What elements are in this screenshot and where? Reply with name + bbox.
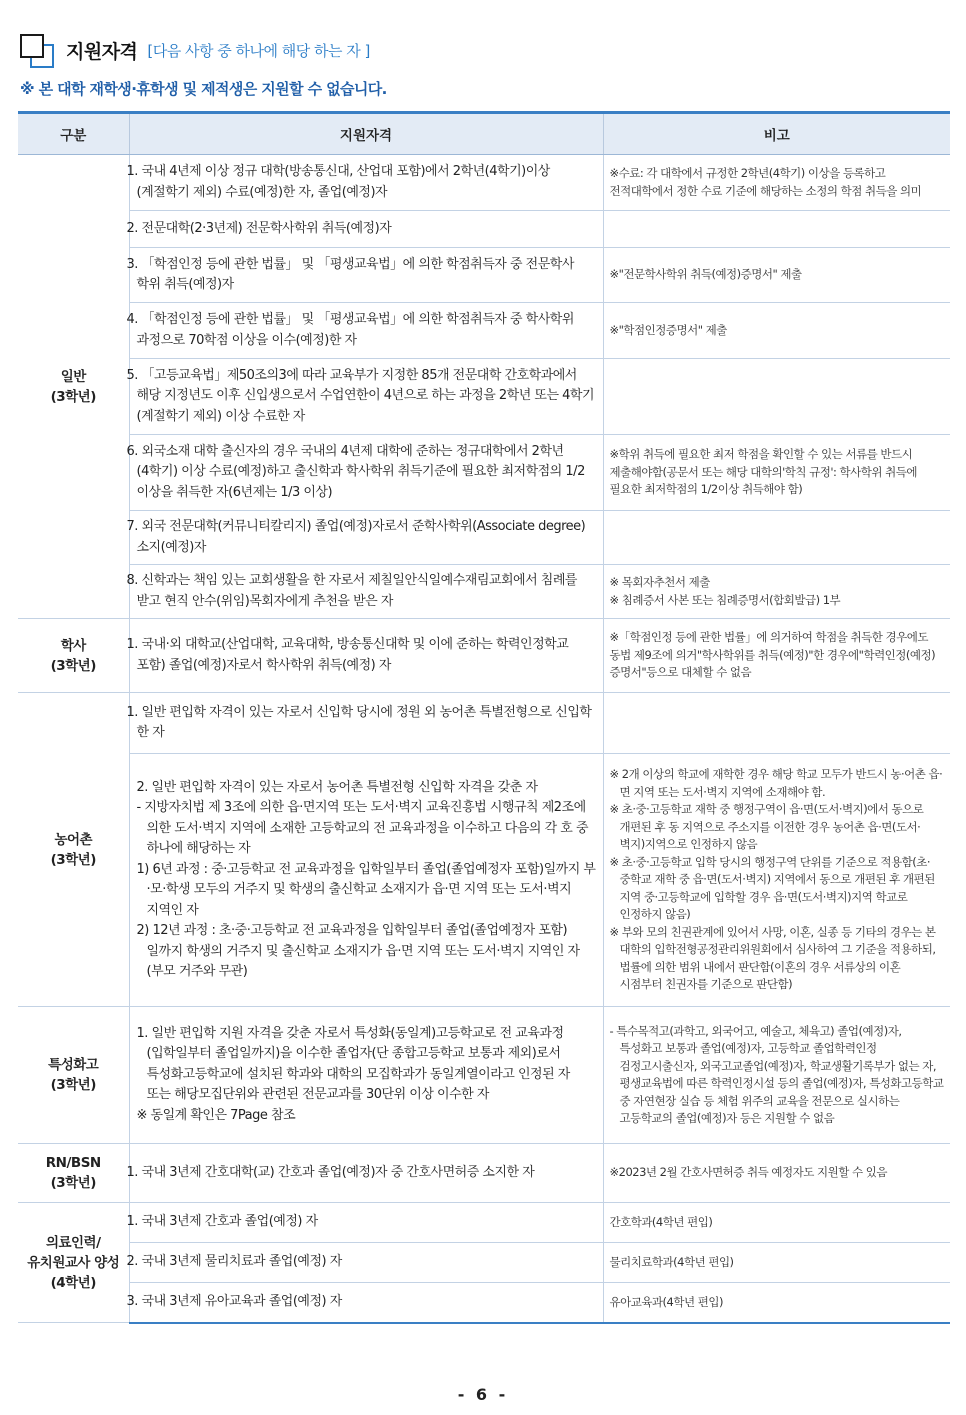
remarks-cell xyxy=(603,565,950,619)
remarks-cell xyxy=(603,359,950,435)
table-row xyxy=(18,1203,950,1243)
category-rural: 농어촌 (3학년) xyxy=(18,693,129,1007)
table-row xyxy=(18,155,950,211)
remarks-cell xyxy=(603,754,950,1007)
remarks-cell: ※2023년 2월 간호사면허증 취득 예정자도 지원할 수 있음 xyxy=(603,1144,950,1203)
remarks-cell xyxy=(603,693,950,754)
qualification-line: 2. 일반 편입학 자격이 있는 자로서 농어촌 특별전형 신입학 자격을 갖춘 자 xyxy=(136,779,538,795)
table-row xyxy=(18,1007,950,1144)
remarks-line: ※ 목회자추천서 제출 xyxy=(609,575,710,589)
qualification-line: 1. 일반 편입학 지원 자격을 갖춘 자로서 특성화(동일계)고등학교로 전 교육과정(입학일부터 졸업일까지)을 이수한 졸업자(단 종합고등학교 보통과 제외)로서 특성화고등학교에 설치된 학과와 대학의 모집학과가 동일계열이라고 인정된 자 또는 해당모집단위와 관련된 전문교과를 30단위 이상 이수한 자 xyxy=(136,1025,570,1103)
header-remarks: 비고 xyxy=(603,113,950,155)
qualification-cell: 1. 국내 3년제 간호과 졸업(예정) 자 xyxy=(129,1203,603,1243)
qualification-cell: 6. 외국소재 대학 출신자의 경우 국내의 4년제 대학에 준하는 정규대학에서 2학년(4학기) 이상 수료(예정)하고 출신학과 학사학위 취득기준에 필요한 최저학점의 1/2 이상을 취득한 자(6년제는 1/3 이상) xyxy=(129,435,603,511)
table-row xyxy=(18,693,950,754)
remarks-line: ※ 2개 이상의 학교에 재학한 경우 해당 학교 모두가 반드시 농·어촌 읍·면 지역 또는 도서·벽지 지역에 소재해야 함. xyxy=(609,767,943,799)
remarks-cell: ※학위 취득에 필요한 최저 학점을 확인할 수 있는 서류를 반드시 제출해야함(공문서 또는 해당 대학의'학칙 규정': 학사학위 취득에 필요한 최저학점의 1/2이상 취득해야 함) xyxy=(603,435,950,511)
section-title: 지원자격 xyxy=(66,40,138,63)
table-row xyxy=(18,211,950,248)
section-subtitle: [다음 사항 중 하나에 해당 하는 자 ] xyxy=(147,41,370,60)
qualification-cell: 2. 전문대학(2·3년제) 전문학사학위 취득(예정)자 xyxy=(129,211,603,248)
qualification-line: 2) 12년 과정 : 초·중·고등학교 전 교육과정을 입학일부터 졸업(졸업예정자 포함)일까지 학생의 거주지 및 출신학교 소재지가 읍·면 지역 또는 도서·벽지 지역인 자(부모 거주와 무관) xyxy=(136,923,580,979)
qualification-cell: 1. 국내·외 대학교(산업대학, 교육대학, 방송통신대학 및 이에 준하는 학력인정학교 포함) 졸업(예정)자로서 학사학위 취득(예정) 자 xyxy=(129,619,603,693)
page-number: - 6 - xyxy=(457,1385,509,1404)
table-row xyxy=(18,565,950,619)
table-row xyxy=(18,754,950,1007)
remarks-line: ※ 초·중·고등학교 입학 당시의 행정구역 단위를 기준으로 적용함(초·중학교 재학 중 읍·면(도서·벽지) 지역에서 동으로 개편된 후 개편된 지역 중·고등학교에 입학할 경우 읍·면(도서·벽지)지역 학교로 인정하지 않음) xyxy=(609,854,935,922)
remarks-line: ※ 침례증서 사본 또는 침례증명서(합회발급) 1부 xyxy=(609,592,841,607)
table-row xyxy=(18,1144,950,1203)
table-row xyxy=(18,248,950,303)
section-header xyxy=(20,34,370,66)
qualification-line: 1) 6년 과정 : 중·고등학교 전 교육과정을 입학일부터 졸업(졸업예정자 포함)일까지 부·모·학생 모두의 거주지 및 학생의 출신학교 소재지가 읍·면 지역 또는 도서·벽지 지역인 자 xyxy=(136,861,596,918)
eligibility-table xyxy=(18,111,950,1324)
qualification-cell: 3. 「학점인정 등에 관한 법률」 및 「평생교육법」에 의한 학점취득자 중 전문학사 학위 취득(예정)자 xyxy=(129,248,603,303)
header-qualification: 지원자격 xyxy=(129,113,603,155)
table-row xyxy=(18,619,950,693)
remarks-line: ※ 부와 모의 친권관계에 있어서 사망, 이혼, 실종 등 기타의 경우는 본 대학의 입학전형공정관리위원회에서 심사하여 그 기준을 적용하되, 법률에 의한 범위 내에서 판단함(이혼의 경우 서류상의 이혼 시점부터 친권자를 기준으로 판단함) xyxy=(609,924,936,992)
qualification-note: ※ 동일계 확인은 7Page 참조 xyxy=(136,1107,296,1123)
remarks-cell: ※"학점인정증명서" 제출 xyxy=(603,303,950,359)
qualification-cell xyxy=(129,1007,603,1144)
category-medical-kindergarten: 의료인력/ 유치원교사 양성 (4학년) xyxy=(18,1203,129,1323)
table-row xyxy=(18,435,950,511)
qualification-cell: 1. 국내 3년제 간호대학(교) 간호과 졸업(예정)자 중 간호사면허증 소지한 자 xyxy=(129,1144,603,1203)
table-header-row xyxy=(18,113,950,155)
remarks-cell xyxy=(603,511,950,565)
category-specialized-high: 특성화고 (3학년) xyxy=(18,1007,129,1144)
remarks-cell: ※「학점인정 등에 관한 법률」에 의거하여 학점을 취득한 경우에도 동법 제9조에 의거"학사학위를 취득(예정)"한 경우에"학력인정(예정)증명서"등으로 대체할 수 없음 xyxy=(603,619,950,693)
qualification-cell: 4. 「학점인정 등에 관한 법률」 및 「평생교육법」에 의한 학점취득자 중 학사학위 과정으로 70학점 이상을 이수(예정)한 자 xyxy=(129,303,603,359)
category-general: 일반 (3학년) xyxy=(18,155,129,619)
remarks-cell: ※"전문학사학위 취득(예정)증명서" 제출 xyxy=(603,248,950,303)
remarks-line: - 특수목적고(과학고, 외국어고, 예술고, 체육고) 졸업(예정)자, 특성화고 보통과 졸업(예정)자, 고등학교 졸업학력인정 검정고시출신자, 외국고교졸업(예정)자, 학교생활기록부가 없는 자, 평생교육법에 따른 학력인정시설 등의 졸업(예정)자, 특성화고등학교 중 자연현장 실습 등 체험 위주의 교육을 전문으로 실시하는 고등학교의 졸업(예정)자 등은 지원할 수 없음 xyxy=(609,1023,944,1125)
remarks-line: ※ 초·중·고등학교 재학 중 행정구역이 읍·면(도서·벽지)에서 동으로 개편된 후 동 지역으로 주소지를 이전한 경우 농어촌 읍·면(도서·벽지)지역으로 인정하지 않음 xyxy=(609,802,924,852)
qualification-cell: 1. 국내 4년제 이상 정규 대학(방송통신대, 산업대 포함)에서 2학년(4학기)이상(계절학기 제외) 수료(예정)한 자, 졸업(예정)자 xyxy=(129,155,603,211)
remarks-cell xyxy=(603,211,950,248)
table-row xyxy=(18,359,950,435)
remarks-cell: 물리치료학과(4학년 편입) xyxy=(603,1243,950,1283)
notice-text: ※ 본 대학 재학생·휴학생 및 제적생은 지원할 수 없습니다. xyxy=(20,80,387,98)
section-icon xyxy=(20,34,52,66)
header-category: 구분 xyxy=(18,113,129,155)
qualification-cell: 7. 외국 전문대학(커뮤니티칼리지) 졸업(예정)자로서 준학사학위(Associate degree) 소지(예정)자 xyxy=(129,511,603,565)
table-row xyxy=(18,303,950,359)
qualification-cell: 5. 「고등교육법」제50조의3에 따라 교육부가 지정한 85개 전문대학 간호학과에서 해당 지정년도 이후 신입생으로서 수업연한이 4년으로 하는 과정을 2학년 또는 4학기(계절학기 제외) 이상 수료한 자 xyxy=(129,359,603,435)
qualification-cell: 2. 국내 3년제 물리치료과 졸업(예정) 자 xyxy=(129,1243,603,1283)
table-row xyxy=(18,1243,950,1283)
qualification-cell xyxy=(129,754,603,1007)
table-row xyxy=(18,1283,950,1323)
table-row xyxy=(18,511,950,565)
qualification-cell: 1. 일반 편입학 자격이 있는 자로서 신입학 당시에 정원 외 농어촌 특별전형으로 신입학 한 자 xyxy=(129,693,603,754)
remarks-cell xyxy=(603,1007,950,1144)
remarks-cell: ※수료: 각 대학에서 규정한 2학년(4학기) 이상을 등록하고 전적대학에서 정한 수료 기준에 해당하는 소정의 학점 취득을 의미 xyxy=(603,155,950,211)
qualification-line: - 지방자치법 제 3조에 의한 읍·면지역 또는 도서·벽지 교육진흥법 시행규칙 제2조에 의한 도서·벽지 지역에 소재한 고등학교의 전 교육과정을 이수하고 다음의 각 호 중 하나에 해당하는 자 xyxy=(136,800,589,856)
remarks-cell: 유아교육과(4학년 편입) xyxy=(603,1283,950,1323)
qualification-cell: 8. 신학과는 책임 있는 교회생활을 한 자로서 제칠일안식일예수재림교회에서 침례를 받고 현직 안수(위임)목회자에게 추천을 받은 자 xyxy=(129,565,603,619)
category-rn-bsn: RN/BSN (3학년) xyxy=(18,1144,129,1203)
remarks-cell: 간호학과(4학년 편입) xyxy=(603,1203,950,1243)
qualification-cell: 3. 국내 3년제 유아교육과 졸업(예정) 자 xyxy=(129,1283,603,1323)
category-bachelor: 학사 (3학년) xyxy=(18,619,129,693)
